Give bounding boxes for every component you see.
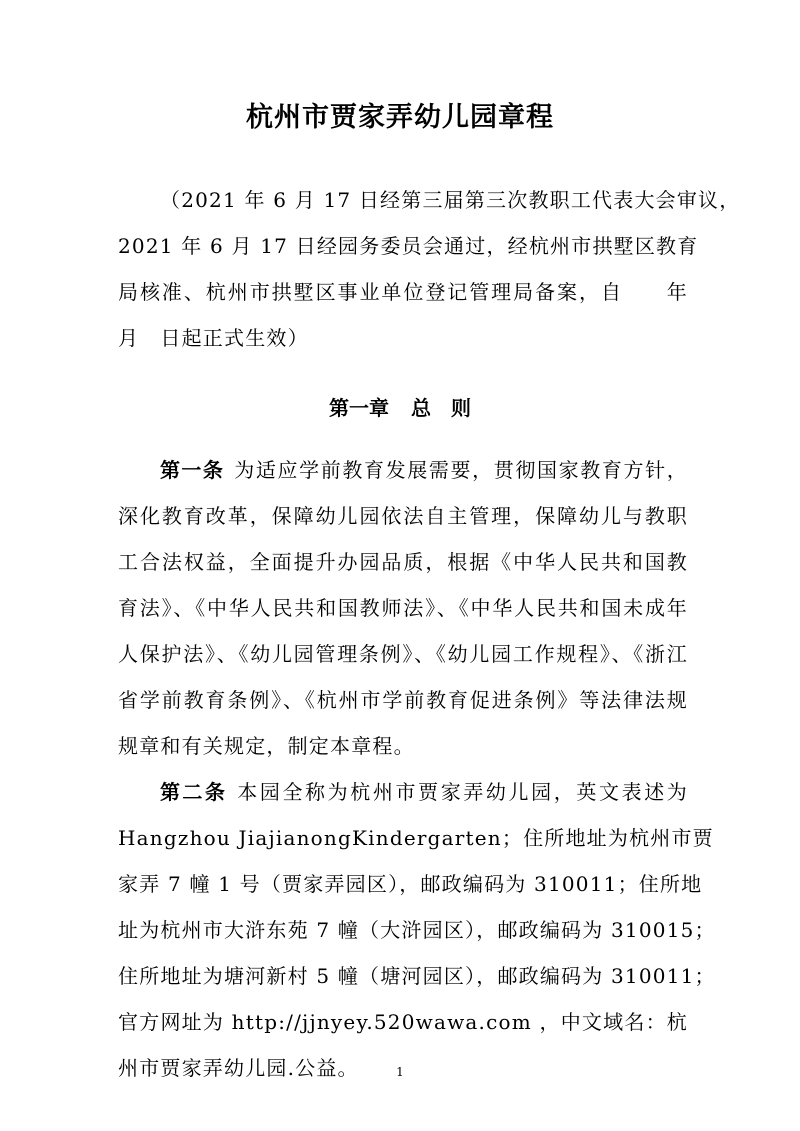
preamble-line-2: 2021 年 6 月 17 日经园务委员会通过，经杭州市拱墅区教育 [118,234,699,258]
article-1-text: 为适应学前教育发展需要，贯彻国家教育方针， [234,458,688,482]
page-number: 1 [396,1065,404,1079]
article-2-line-7: 州市贾家弄幼儿园.公益。 [118,1056,359,1080]
article-1-line-1 [160,455,688,485]
article-2-line-6: 官方网址为 http://jjnyey.520wawa.com ，中文域名：杭 [118,1010,688,1034]
article-1-label: 第一条 [160,458,225,482]
preamble-line-1: （2021 年 6 月 17 日经第三届第三次教职工代表大会审议， [160,188,741,212]
document-title: 杭州市贾家弄幼儿园章程 [246,102,554,133]
article-1-line-3: 工合法权益，全面提升办园品质，根据《中华人民共和国教 [118,550,688,574]
preamble-line-4: 月 日起正式生效） [118,326,309,350]
article-2-text: 本园全称为杭州市贾家弄幼儿园，英文表述为 [237,780,689,804]
article-2-line-5: 住所地址为塘河新村 5 幢（塘河园区），邮政编码为 310011； [118,964,716,988]
article-2-label: 第二条 [160,780,228,804]
chapter-name: 总 则 [411,396,471,420]
article-2-line-1 [160,777,688,807]
article-2-line-3: 家弄 7 幢 1 号（贾家弄园区），邮政编码为 310011；住所地 [118,872,703,896]
article-2-line-2: Hangzhou JiajianongKindergarten；住所地址为杭州市贾 [118,826,714,850]
article-1-line-7: 规章和有关规定，制定本章程。 [118,734,415,758]
preamble-line-3: 局核准、杭州市拱墅区事业单位登记管理局备案，自 年 [118,280,688,304]
chapter-heading [0,393,800,423]
chapter-number: 第一章 [329,396,389,420]
article-2-line-4: 址为杭州市大浒东苑 7 幢（大浒园区），邮政编码为 310015； [118,918,716,942]
article-1-line-4: 育法》、《中华人民共和国教师法》、《中华人民共和国未成年 [118,596,688,620]
article-1-line-6: 省学前教育条例》、《杭州市学前教育促进条例》等法律法规 [118,688,688,712]
article-1-line-2: 深化教育改革，保障幼儿园依法自主管理，保障幼儿与教职 [118,504,688,528]
article-1-line-5: 人保护法》、《幼儿园管理条例》、《幼儿园工作规程》、《浙江 [118,642,688,666]
